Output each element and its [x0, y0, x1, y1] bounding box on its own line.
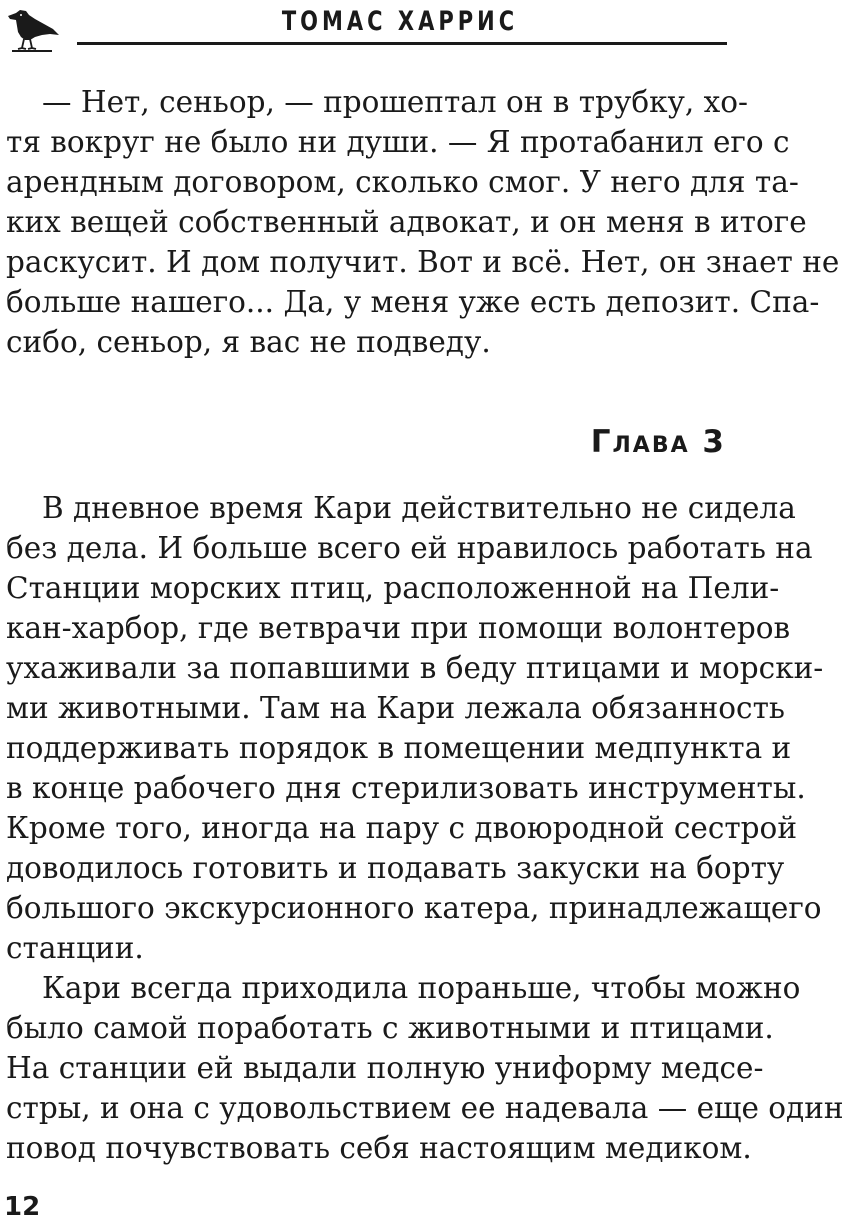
text-line: кан-харбор, где ветврачи при помощи волонтеров [6, 611, 791, 645]
text-line: большого экскурсионного катера, принадлежащего [6, 891, 822, 925]
text-line: в конце рабочего дня стерилизовать инструменты. [6, 771, 806, 805]
text-line: станции. [6, 931, 144, 965]
crow-logo-icon [2, 2, 60, 54]
text-line: ми животными. Там на Кари лежала обязанность [6, 691, 785, 725]
chapter-paragraph-1 [6, 488, 824, 968]
running-title: ТОМАС ХАРРИС [281, 6, 519, 36]
text-line: было самой поработать с животными и птицами. [6, 1011, 774, 1045]
text-line: без дела. И больше всего ей нравилось работать на [6, 531, 813, 565]
text-line: повод почувствовать себя настоящим медиком. [6, 1131, 752, 1165]
text-line: сибо, сеньор, я вас не подведу. [6, 325, 491, 359]
text-line: раскусит. И дом получит. Вот и всё. Нет, он знает не [6, 245, 840, 279]
page-number: 12 [4, 1192, 41, 1222]
text-line: тя вокруг не было ни души. — Я протабанил его с [6, 125, 790, 159]
chapter-paragraph-2 [6, 968, 844, 1168]
text-line: арендным договором, сколько смог. У него для та- [6, 165, 799, 199]
text-line: стры, и она с удовольствием ее надевала — еще один [6, 1091, 844, 1125]
text-line: Станции морских птиц, расположенной на Пели- [6, 571, 780, 605]
header-rule [77, 42, 727, 45]
text-line: В дневное время Кари действительно не сидела [42, 491, 796, 525]
text-line: доводилось готовить и подавать закуски на борту [6, 851, 785, 885]
text-line: На станции ей выдали полную униформу медсе- [6, 1051, 764, 1085]
text-line: ких вещей собственный адвокат, и он меня в итоге [6, 205, 807, 239]
text-line: больше нашего... Да, у меня уже есть депозит. Спа- [6, 285, 820, 319]
text-line: Кроме того, иногда на пару с двоюродной сестрой [6, 811, 797, 845]
text-line: ухаживали за попавшими в беду птицами и морски- [6, 651, 824, 685]
page-header [0, 0, 736, 60]
text-line: — Нет, сеньор, — прошептал он в трубку, хо- [42, 85, 749, 119]
dialogue-paragraph [6, 82, 840, 362]
chapter-title: Глава 3 [590, 424, 726, 460]
text-line: поддерживать порядок в помещении медпункта и [6, 731, 792, 765]
text-line: Кари всегда приходила пораньше, чтобы можно [42, 971, 801, 1005]
